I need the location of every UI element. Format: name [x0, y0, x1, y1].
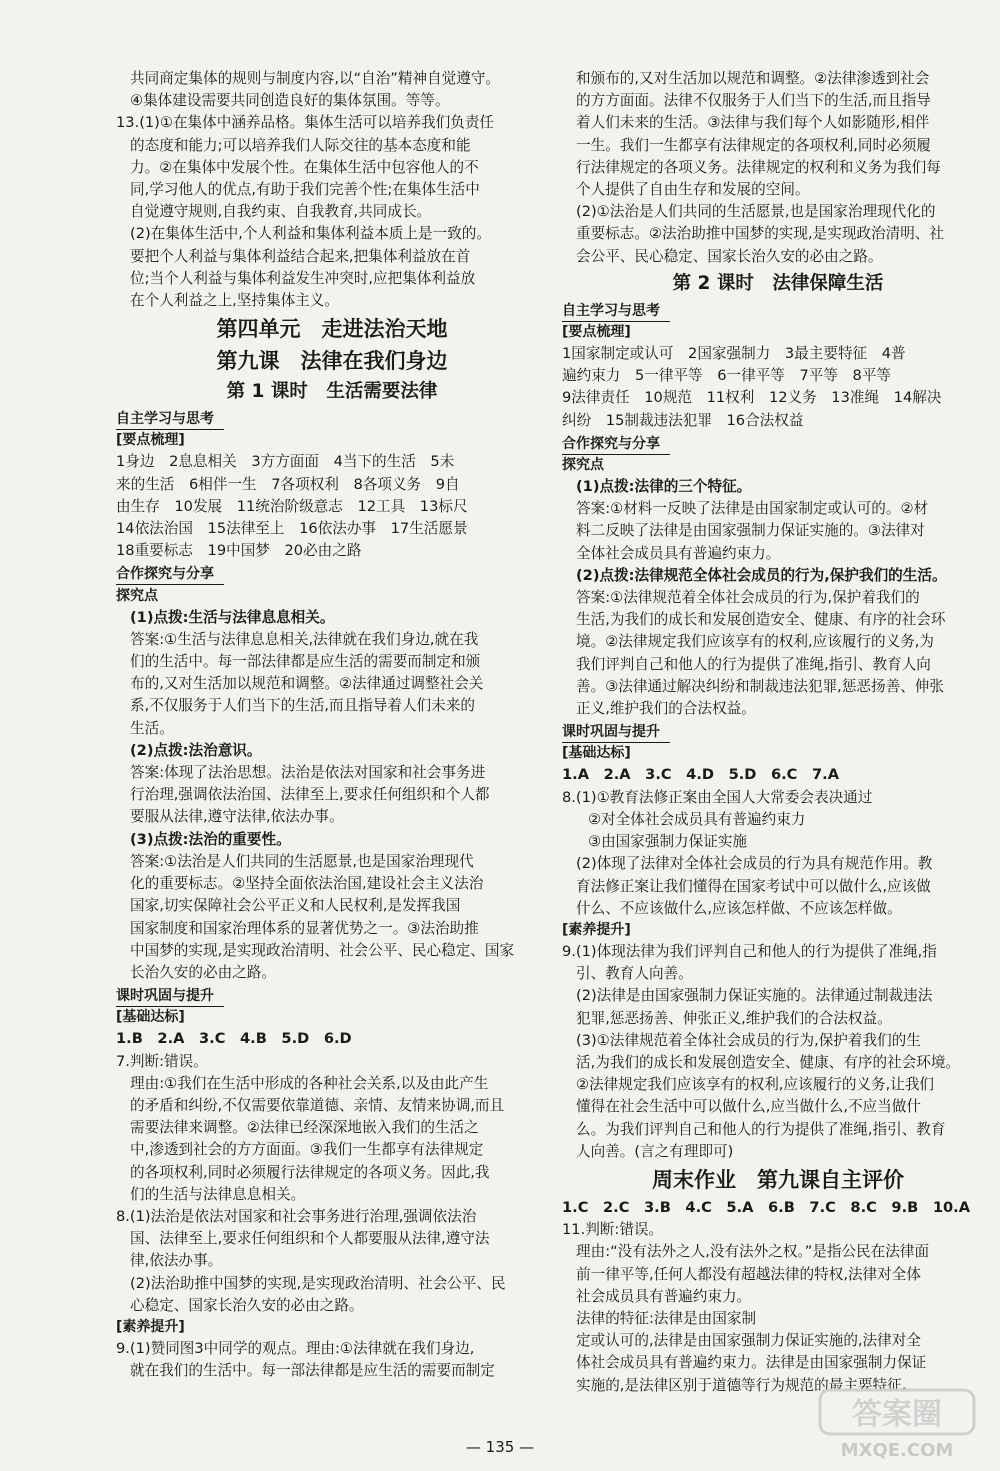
text-line: 国家制度和国家治理体系的显著优势之一。③法治助推: [130, 919, 479, 937]
page-number: — 135 —: [465, 1438, 535, 1456]
text-line: 1.A 2.A 3.C 4.D 5.D 6.C 7.A: [562, 766, 839, 784]
text-line: ③由国家强制力保证实施: [588, 833, 748, 851]
text-line: 个人提供了自由生存和发展的空间。: [576, 181, 810, 199]
text-line: 们的生活中。每一部法律都是应生活的需要而制定和颁: [130, 653, 481, 671]
text-line: 的矛盾和纠纷,不仅需要依靠道德、亲情、友情来协调,而且: [130, 1096, 505, 1114]
text-line: 国、法律至上,要求任何组织和个人都要服从法律,遵守法: [130, 1230, 490, 1248]
text-line: 自觉遵守规则,自我约束、自我教育,共同成长。: [130, 203, 432, 221]
section-label-row: [116, 984, 548, 1007]
box-label: 探究点: [562, 457, 604, 474]
text-line: 力。②在集体中发展个性。在集体生活中包容他人的不: [130, 158, 479, 176]
text-line: 什么、不应该做什么,应该怎样做、不应该怎样做。: [576, 899, 902, 917]
text-line: (2)在集体生活中,个人利益和集体利益本质上是一致的。: [130, 225, 491, 243]
text-line: 料二反映了法律是由国家强制力保证实施的。③法律对: [576, 522, 925, 540]
text-line: 善。③法律通过解决纠纷和制裁违法犯罪,惩恶扬善、伸张: [576, 677, 944, 695]
text-line: 的各项权利,同时必须履行法律规定的各项义务。因此,我: [130, 1163, 490, 1181]
text-line: 人向善。(言之有理即可): [576, 1142, 734, 1160]
section-label: 合作探究与分享: [562, 435, 670, 455]
text-line: 9.(1)赞同图3中同学的观点。理由:①法律就在我们身边,: [116, 1339, 475, 1357]
text-line: 答案:①材料一反映了法律是由国家制定或认可的。②材: [576, 500, 929, 518]
section-label-row: [562, 720, 994, 743]
text-line: 体社会成员具有普遍约束力。法律是由国家强制力保证: [576, 1354, 927, 1372]
text-line: 的态度和能力;可以培养我们人际交往的基本态度和能: [130, 136, 471, 154]
heading: 第四单元 走进法治天地: [216, 317, 448, 342]
text-line: (2)点拨:法律规范全体社会成员的行为,保护我们的生活。: [576, 566, 947, 584]
text-line: 系,不仅服务于人们当下的生活,而且指导着人们未来的: [130, 697, 475, 715]
text-line: 要把个人利益与集体利益结合起来,把集体利益放在首: [130, 247, 471, 265]
text-line: 需要法律来调整。②法律已经深深地嵌入我们的生活之: [130, 1119, 479, 1137]
text-line: 长治久安的必由之路。: [130, 963, 276, 981]
text-line: (1)点拨:法律的三个特征。: [576, 478, 752, 496]
text-line: 生活。: [130, 719, 174, 737]
text-line: 生活,为我们的成长和发展创造安全、健康、有序的社会环: [576, 611, 946, 629]
text-line: 国家,切实保障社会公平正义和人民权利,是发挥我国: [130, 897, 461, 915]
text-line: 行治理,强调依法治国、法律至上,要求任何组织和个人都: [130, 786, 490, 804]
text-line: 答案:体现了法治思想。法治是依法对国家和社会事务进: [130, 764, 486, 782]
section-label-row: [562, 432, 994, 455]
text-line: 我们评判自己和他人的行为提供了准绳,指引、教育人向: [576, 655, 931, 673]
text-line: 育法修正案让我们懂得在国家考试中可以做什么,应该做: [576, 877, 931, 895]
text-line: 7.判断:错误。: [116, 1052, 208, 1070]
text-line: 会公平、民心稳定、国家长治久安的必由之路。: [576, 247, 883, 265]
section-label: 自主学习与思考: [116, 410, 224, 430]
text-line: 9法律责任 10规范 11权利 12义务 13准绳 14解决: [562, 389, 942, 407]
text-line: 纠纷 15制裁违法犯罪 16合法权益: [562, 411, 804, 429]
right-column: [562, 68, 994, 1397]
section-label-row: [116, 562, 548, 585]
box-label: [素养提升]: [116, 1318, 185, 1335]
text-line: 正义,维护我们的合法权益。: [576, 700, 756, 718]
text-line: 答案:①法治是人们共同的生活愿景,也是国家治理现代: [130, 852, 474, 870]
text-line: 中,渗透到社会的方方面面。③我们一生都享有法律规定: [130, 1141, 484, 1159]
text-line: 18重要标志 19中国梦 20必由之路: [116, 542, 362, 560]
text-line: ④集体建设需要共同创造良好的集体氛围。等等。: [130, 92, 450, 110]
text-line: 重要标志。②法治助推中国梦的实现,是实现政治清明、社: [576, 225, 944, 243]
left-column: [116, 68, 548, 1382]
text-line: 同,学习他人的优点,有助于我们完善个性;在集体生活中: [130, 181, 480, 199]
text-line: 化的重要标志。②坚持全面依法治国,建设社会主义法治: [130, 875, 484, 893]
svg-text:答案圈: 答案圈: [852, 1397, 942, 1432]
text-line: 律,依法办事。: [130, 1252, 223, 1270]
section-label: 课时巩固与提升: [116, 987, 224, 1007]
text-line: ②法律规定我们应该享有的权利,应该履行的义务,让我们: [576, 1076, 935, 1094]
box-label: [要点梳理]: [116, 432, 185, 449]
text-line: (1)点拨:生活与法律息息相关。: [130, 608, 335, 626]
text-line: 答案:①法律规范着全体社会成员的行为,保护着我们的: [576, 589, 920, 607]
box-label: 探究点: [116, 587, 158, 604]
text-line: 来的生活 6相伴一生 7各项权利 8各项义务 9自: [116, 475, 460, 493]
text-line: 着人们未来的生活。③法律与我们每个人如影随形,相伴: [576, 114, 930, 132]
svg-text:MXQE.COM: MXQE.COM: [840, 1440, 954, 1461]
text-line: 全体社会成员具有普遍约束力。: [576, 544, 781, 562]
text-line: 一生。我们一生都享有法律规定的各项权利,同时必须履: [576, 136, 931, 154]
text-line: 由生存 10发展 11统治阶级意志 12工具 13标尺: [116, 497, 468, 515]
text-line: 答案:①生活与法律息息相关,法律就在我们身边,就在我: [130, 630, 479, 648]
box-label: [基础达标]: [116, 1009, 185, 1026]
text-line: 的方方面面。法律不仅服务于人们当下的生活,而且指导: [576, 92, 931, 110]
text-line: 中国梦的实现,是实现政治清明、社会公平、民心稳定、国家: [130, 941, 515, 959]
text-line: 共同商定集体的规则与制度内容,以“自治”精神自觉遵守。: [130, 70, 501, 87]
text-line: 遍约束力 5一律平等 6一律平等 7平等 8平等: [562, 367, 892, 385]
text-line: 要服从法律,遵守法律,依法办事。: [130, 808, 344, 826]
text-line: 8.(1)①教育法修正案由全国人大常委会表决通过: [562, 788, 873, 806]
text-line: 位;当个人利益与集体利益发生冲突时,应把集体利益放: [130, 269, 476, 287]
box-label: [要点梳理]: [562, 324, 631, 341]
text-line: 13.(1)①在集体中涵养品格。集体生活可以培养我们负责任: [116, 114, 495, 132]
text-line: 前一律平等,任何人都没有超越法律的特权,法律对全体: [576, 1265, 921, 1283]
box-label: [基础达标]: [562, 745, 631, 762]
text-line: 心稳定、国家长治久安的必由之路。: [130, 1296, 364, 1314]
box-label: [素养提升]: [562, 921, 631, 938]
section-label: 合作探究与分享: [116, 565, 224, 585]
text-line: 法律的特征:法律是由国家制: [576, 1309, 757, 1327]
watermark-logo: [812, 1384, 982, 1464]
text-line: 14依法治国 15法律至上 16依法办事 17生活愿景: [116, 520, 468, 538]
subheading: 第 2 课时 法律保障生活: [672, 272, 884, 294]
text-line: (2)法治助推中国梦的实现,是实现政治清明、社会公平、民: [130, 1274, 506, 1292]
text-line: 们的生活与法律息息相关。: [130, 1185, 306, 1203]
heading: 第九课 法律在我们身边: [216, 349, 448, 374]
text-line: 布的,又对生活加以规范和调整。②法律通过调整社会关: [130, 675, 484, 693]
text-line: (2)法律是由国家强制力保证实施的。法律通过制裁违法: [576, 987, 933, 1005]
text-line: 么。为我们评判自己和他人的行为提供了准绳,指引、教育: [576, 1120, 946, 1138]
text-line: (3)点拨:法治的重要性。: [130, 830, 291, 848]
text-line: (2)体现了法律对全体社会成员的行为具有规范作用。教: [576, 855, 933, 873]
section-label: 自主学习与思考: [562, 302, 670, 322]
text-line: 1.C 2.C 3.B 4.C 5.A 6.B 7.C 8.C 9.B 10.A: [562, 1198, 970, 1216]
heading: 周末作业 第九课自主评价: [652, 1167, 904, 1192]
text-line: 就在我们的生活中。每一部法律都是应生活的需要而制定: [130, 1362, 495, 1380]
text-line: (3)①法律规范着全体社会成员的行为,保护着我们的生: [576, 1031, 921, 1049]
text-line: 和颁布的,又对生活加以规范和调整。②法律渗透到社会: [576, 70, 930, 87]
text-line: 9.(1)体现法律为我们评判自己和他人的行为提供了准绳,指: [562, 942, 937, 960]
text-line: ②对全体社会成员具有普遍约束力: [588, 810, 806, 828]
text-line: 8.(1)法治是依法对国家和社会事务进行治理,强调依法治: [116, 1207, 477, 1225]
section-label-row: [562, 299, 994, 322]
text-line: 社会成员具有普遍约束力。: [576, 1287, 752, 1305]
text-line: (2)①法治是人们共同的生活愿景,也是国家治理现代化的: [576, 203, 936, 221]
text-line: 引、教育人向善。: [576, 965, 693, 983]
text-line: 定或认可的,法律是由国家强制力保证实施的,法律对全: [576, 1332, 921, 1350]
text-line: 1.B 2.A 3.C 4.B 5.D 6.D: [116, 1030, 352, 1048]
text-line: 1国家制定或认可 2国家强制力 3最主要特征 4普: [562, 345, 906, 363]
section-label-row: [116, 407, 548, 430]
text-line: (2)点拨:法治意识。: [130, 741, 262, 759]
text-line: 境。②法律规定我们应该享有的权利,应该履行的义务,为: [576, 633, 935, 651]
text-line: 实施的,是法律区别于道德等行为规范的最主要特征。: [576, 1376, 917, 1394]
text-line: 活,为我们的成长和发展创造安全、健康、有序的社会环境。: [576, 1053, 961, 1071]
text-line: 理由:①我们在生活中形成的各种社会关系,以及由此产生: [130, 1074, 489, 1092]
text-line: 11.判断:错误。: [562, 1221, 664, 1239]
text-line: 1身边 2息息相关 3方方面面 4当下的生活 5未: [116, 453, 455, 471]
text-line: 理由:“没有法外之人,没有法外之权。”是指公民在法律面: [576, 1243, 930, 1261]
text-line: 懂得在社会生活中可以做什么,应当做什么,不应当做什: [576, 1098, 921, 1116]
section-label: 课时巩固与提升: [562, 723, 670, 743]
subheading: 第 1 课时 生活需要法律: [226, 381, 438, 403]
text-line: 行法律规定的各项义务。法律规定的权利和义务为我们每: [576, 158, 941, 176]
text-line: 犯罪,惩恶扬善、伸张正义,维护我们的合法权益。: [576, 1009, 892, 1027]
text-line: 在个人利益之上,坚持集体主义。: [130, 292, 339, 310]
